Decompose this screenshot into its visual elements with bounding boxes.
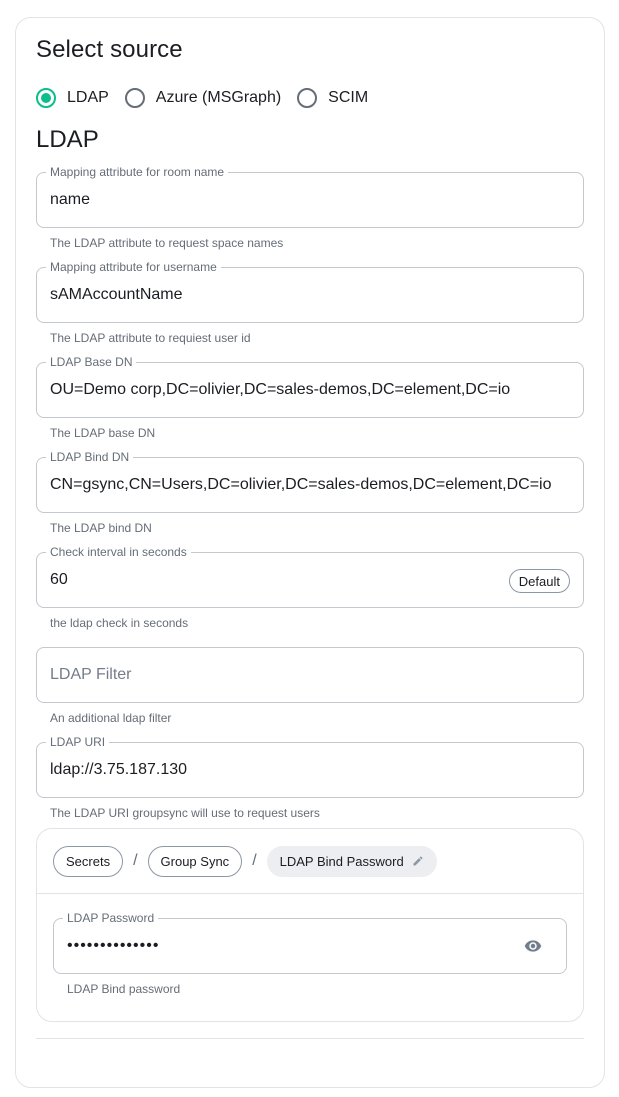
ldap-filter-field: [36, 647, 584, 725]
room-name-field: [36, 165, 584, 250]
ldap-uri-value[interactable]: ldap://3.75.187.130: [50, 761, 188, 778]
source-radio-group: [36, 87, 384, 109]
username-help: The LDAP attribute to requiest user id: [50, 331, 251, 345]
source-card: [15, 17, 605, 1088]
check-interval-label: Check interval in seconds: [46, 545, 191, 559]
breadcrumb-secrets[interactable]: Secrets: [53, 846, 123, 877]
bind-dn-value[interactable]: CN=gsync,CN=Users,DC=olivier,DC=sales-demos,DC=element,DC=io: [50, 476, 552, 493]
base-dn-input[interactable]: [36, 355, 584, 418]
radio-ldap[interactable]: [36, 88, 109, 108]
breadcrumb-group-sync[interactable]: Group Sync: [148, 846, 243, 877]
ldap-filter-placeholder[interactable]: LDAP Filter: [50, 666, 132, 683]
ldap-password-value[interactable]: ••••••••••••••: [67, 937, 160, 954]
bind-dn-input[interactable]: [36, 450, 584, 513]
radio-unchecked-icon[interactable]: [125, 88, 145, 108]
check-interval-value[interactable]: 60: [50, 571, 68, 588]
breadcrumb-ldap-bind-password[interactable]: [267, 846, 437, 877]
page-title: Select source: [36, 36, 183, 63]
ldap-password-help: LDAP Bind password: [67, 982, 181, 996]
radio-label-azure: Azure (MSGraph): [155, 89, 282, 106]
room-name-input[interactable]: [36, 165, 584, 228]
breadcrumb-current-label: LDAP Bind Password: [279, 853, 404, 869]
ldap-password-field: [53, 911, 567, 996]
room-name-label: Mapping attribute for room name: [46, 165, 228, 179]
pencil-icon[interactable]: [412, 855, 424, 867]
radio-azure[interactable]: [125, 88, 281, 108]
username-input[interactable]: [36, 260, 584, 323]
radio-label-scim: SCIM: [328, 89, 369, 106]
username-field: [36, 260, 584, 345]
room-name-help: The LDAP attribute to request space names: [50, 236, 284, 250]
ldap-password-label: LDAP Password: [63, 911, 158, 925]
ldap-uri-input[interactable]: [36, 735, 584, 798]
radio-checked-icon[interactable]: [36, 88, 56, 108]
check-interval-help: the ldap check in seconds: [50, 616, 189, 630]
ldap-filter-help: An additional ldap filter: [50, 711, 172, 725]
default-chip[interactable]: Default: [509, 569, 570, 593]
base-dn-label: LDAP Base DN: [46, 355, 136, 369]
ldap-uri-help: The LDAP URI groupsync will use to request users: [50, 806, 320, 820]
ldap-uri-label: LDAP URI: [46, 735, 109, 749]
ldap-password-input[interactable]: [53, 911, 567, 974]
radio-unchecked-icon[interactable]: [297, 88, 317, 108]
username-value[interactable]: sAMAccountName: [50, 286, 183, 303]
check-interval-field: [36, 545, 584, 630]
base-dn-value[interactable]: OU=Demo corp,DC=olivier,DC=sales-demos,DC=element,DC=io: [50, 381, 511, 398]
bind-dn-help: The LDAP bind DN: [50, 521, 152, 535]
bind-dn-field: [36, 450, 584, 535]
radio-scim[interactable]: [297, 88, 368, 108]
username-label: Mapping attribute for username: [46, 260, 221, 274]
eye-icon[interactable]: [522, 937, 544, 960]
ldap-filter-input[interactable]: [36, 647, 584, 703]
breadcrumb-separator: /: [252, 852, 257, 869]
radio-label-ldap: LDAP: [67, 89, 109, 106]
ldap-uri-field: [36, 735, 584, 820]
breadcrumb: [37, 829, 583, 894]
divider: [36, 1038, 584, 1039]
bind-dn-label: LDAP Bind DN: [46, 450, 133, 464]
secrets-panel: [36, 828, 584, 1022]
breadcrumb-separator: /: [133, 852, 138, 869]
base-dn-field: [36, 355, 584, 440]
section-title: LDAP: [36, 126, 99, 153]
room-name-value[interactable]: name: [50, 191, 91, 208]
base-dn-help: The LDAP base DN: [50, 426, 156, 440]
check-interval-input[interactable]: [36, 545, 584, 608]
